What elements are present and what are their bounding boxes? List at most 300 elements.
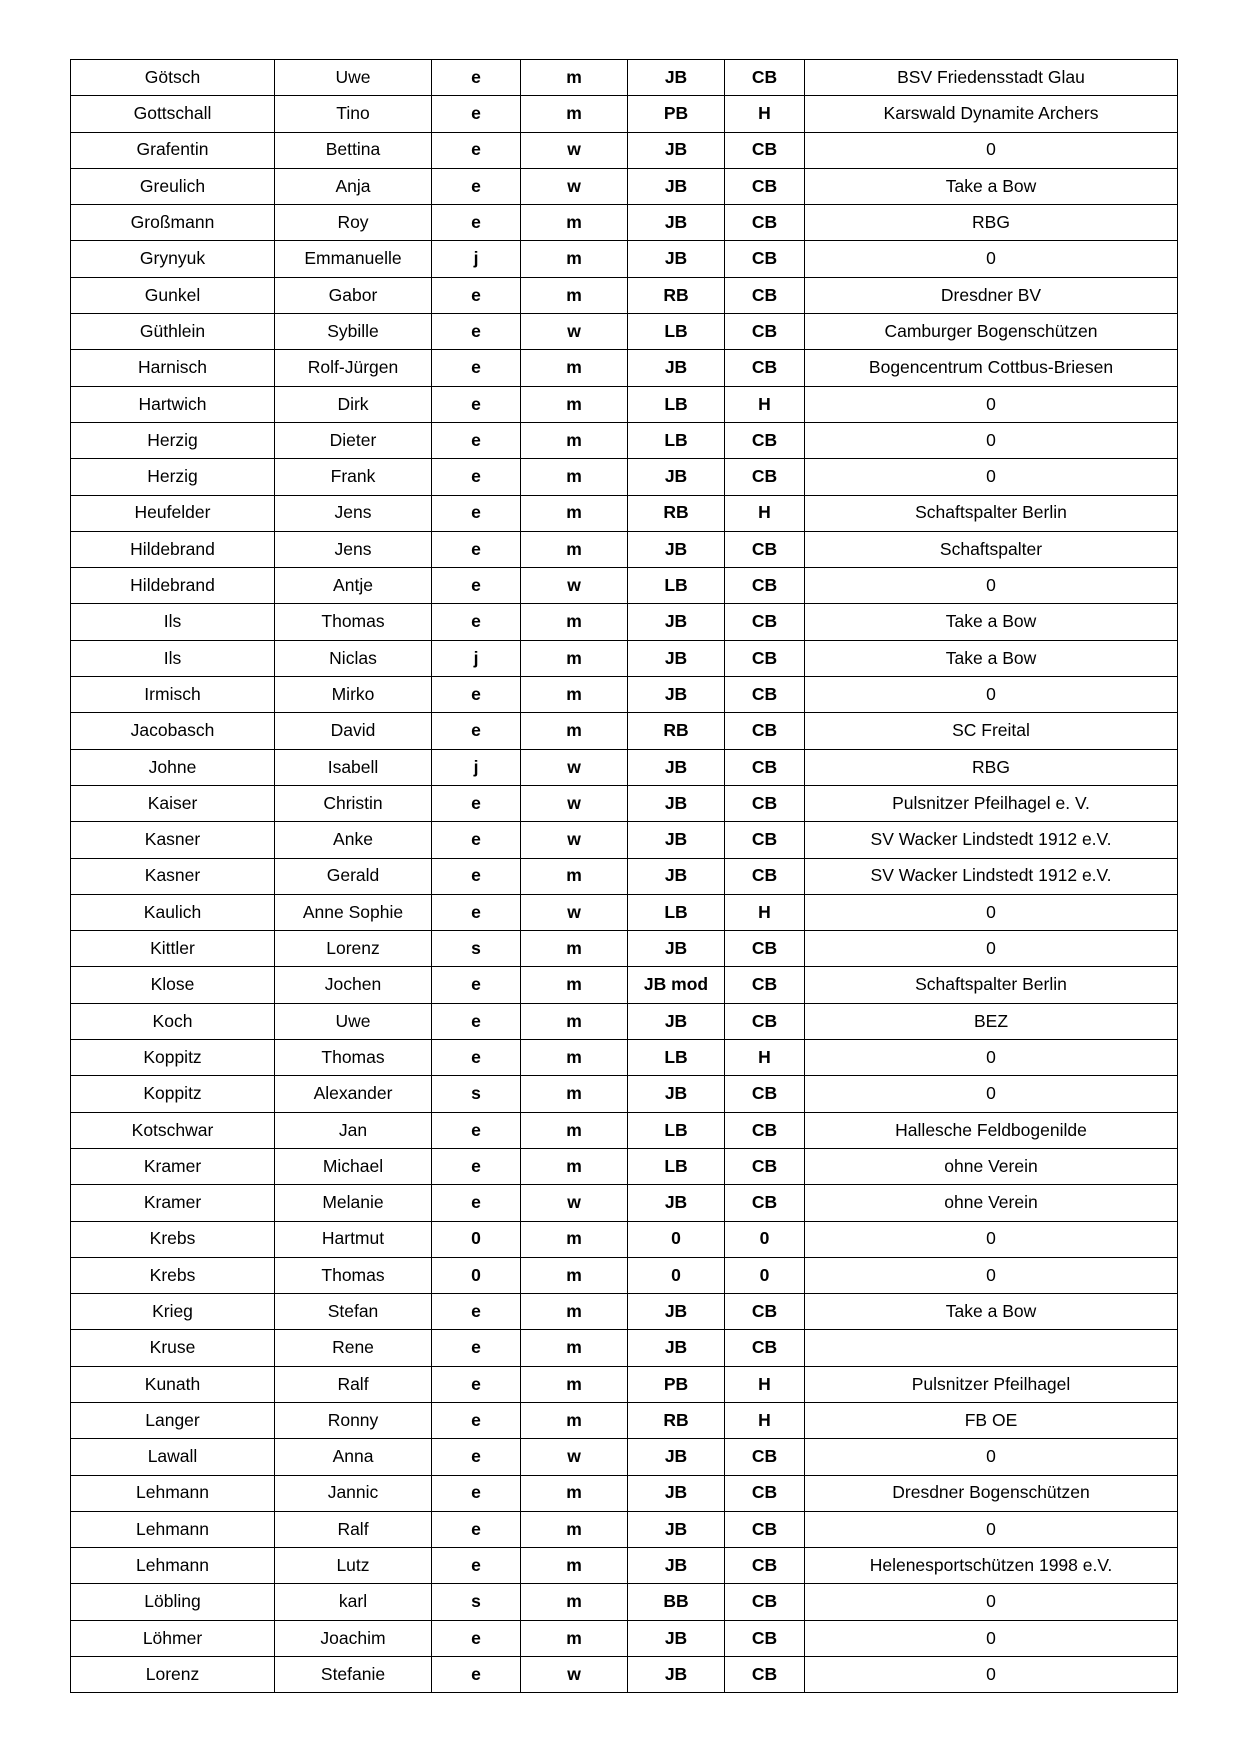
age-class-cell: s xyxy=(432,931,521,967)
bow-class-cell: LB xyxy=(628,894,725,930)
first-name-cell: Niclas xyxy=(275,640,432,676)
club-cell: Pulsnitzer Pfeilhagel e. V. xyxy=(805,785,1178,821)
last-name-cell: Ils xyxy=(71,640,275,676)
age-class-cell: e xyxy=(432,350,521,386)
first-name-cell: Jens xyxy=(275,531,432,567)
first-name-cell: Sybille xyxy=(275,314,432,350)
gender-cell: m xyxy=(521,531,628,567)
age-class-cell: e xyxy=(432,1475,521,1511)
bow-class-cell: PB xyxy=(628,1366,725,1402)
bow-class-cell: JB xyxy=(628,1439,725,1475)
last-name-cell: Kasner xyxy=(71,822,275,858)
bow-class-cell: LB xyxy=(628,1112,725,1148)
gender-cell: m xyxy=(521,1040,628,1076)
first-name-cell: David xyxy=(275,713,432,749)
age-class-cell: e xyxy=(432,96,521,132)
first-name-cell: Isabell xyxy=(275,749,432,785)
age-class-cell: 0 xyxy=(432,1257,521,1293)
bow-class-cell: JB xyxy=(628,749,725,785)
gender-cell: m xyxy=(521,1148,628,1184)
bow-class-cell: JB xyxy=(628,1003,725,1039)
last-name-cell: Heufelder xyxy=(71,495,275,531)
last-name-cell: Krieg xyxy=(71,1294,275,1330)
table-row xyxy=(71,1003,1178,1039)
category-cell: CB xyxy=(725,1076,805,1112)
gender-cell: m xyxy=(521,350,628,386)
first-name-cell: Stefanie xyxy=(275,1657,432,1693)
last-name-cell: Löbling xyxy=(71,1584,275,1620)
first-name-cell: Uwe xyxy=(275,1003,432,1039)
first-name-cell: Thomas xyxy=(275,604,432,640)
category-cell: CB xyxy=(725,205,805,241)
table-row xyxy=(71,640,1178,676)
club-cell: Bogencentrum Cottbus-Briesen xyxy=(805,350,1178,386)
category-cell: H xyxy=(725,1040,805,1076)
club-cell: SC Freital xyxy=(805,713,1178,749)
last-name-cell: Klose xyxy=(71,967,275,1003)
category-cell: CB xyxy=(725,1584,805,1620)
category-cell: CB xyxy=(725,459,805,495)
gender-cell: m xyxy=(521,1402,628,1438)
club-cell: 0 xyxy=(805,422,1178,458)
category-cell: 0 xyxy=(725,1257,805,1293)
category-cell: CB xyxy=(725,1330,805,1366)
bow-class-cell: JB xyxy=(628,60,725,96)
category-cell: CB xyxy=(725,1548,805,1584)
last-name-cell: Großmann xyxy=(71,205,275,241)
first-name-cell: Anke xyxy=(275,822,432,858)
age-class-cell: e xyxy=(432,1330,521,1366)
table-row xyxy=(71,785,1178,821)
bow-class-cell: JB xyxy=(628,1076,725,1112)
age-class-cell: e xyxy=(432,314,521,350)
bow-class-cell: JB xyxy=(628,1294,725,1330)
participant-table xyxy=(70,59,1178,1693)
age-class-cell: e xyxy=(432,785,521,821)
table-row xyxy=(71,168,1178,204)
first-name-cell: Christin xyxy=(275,785,432,821)
first-name-cell: Uwe xyxy=(275,60,432,96)
last-name-cell: Koppitz xyxy=(71,1076,275,1112)
first-name-cell: Roy xyxy=(275,205,432,241)
category-cell: H xyxy=(725,96,805,132)
age-class-cell: e xyxy=(432,822,521,858)
age-class-cell: e xyxy=(432,1185,521,1221)
last-name-cell: Lehmann xyxy=(71,1511,275,1547)
bow-class-cell: LB xyxy=(628,422,725,458)
first-name-cell: Tino xyxy=(275,96,432,132)
age-class-cell: e xyxy=(432,1040,521,1076)
age-class-cell: e xyxy=(432,1402,521,1438)
bow-class-cell: JB xyxy=(628,168,725,204)
category-cell: CB xyxy=(725,749,805,785)
table-row xyxy=(71,568,1178,604)
first-name-cell: Rolf-Jürgen xyxy=(275,350,432,386)
last-name-cell: Kasner xyxy=(71,858,275,894)
category-cell: CB xyxy=(725,822,805,858)
age-class-cell: e xyxy=(432,495,521,531)
age-class-cell: e xyxy=(432,1294,521,1330)
club-cell: 0 xyxy=(805,1657,1178,1693)
club-cell: 0 xyxy=(805,459,1178,495)
bow-class-cell: JB xyxy=(628,1185,725,1221)
club-cell: Schaftspalter Berlin xyxy=(805,495,1178,531)
age-class-cell: e xyxy=(432,459,521,495)
bow-class-cell: JB xyxy=(628,604,725,640)
last-name-cell: Kaulich xyxy=(71,894,275,930)
last-name-cell: Grynyuk xyxy=(71,241,275,277)
club-cell: Take a Bow xyxy=(805,168,1178,204)
category-cell: H xyxy=(725,1366,805,1402)
gender-cell: m xyxy=(521,1330,628,1366)
last-name-cell: Hartwich xyxy=(71,386,275,422)
last-name-cell: Kittler xyxy=(71,931,275,967)
bow-class-cell: LB xyxy=(628,568,725,604)
table-row xyxy=(71,1112,1178,1148)
table-row xyxy=(71,1076,1178,1112)
first-name-cell: Gerald xyxy=(275,858,432,894)
table-row xyxy=(71,1366,1178,1402)
bow-class-cell: JB xyxy=(628,1475,725,1511)
gender-cell: w xyxy=(521,749,628,785)
last-name-cell: Jacobasch xyxy=(71,713,275,749)
gender-cell: m xyxy=(521,967,628,1003)
club-cell: FB OE xyxy=(805,1402,1178,1438)
last-name-cell: Krebs xyxy=(71,1221,275,1257)
club-cell: RBG xyxy=(805,749,1178,785)
bow-class-cell: 0 xyxy=(628,1221,725,1257)
club-cell: BEZ xyxy=(805,1003,1178,1039)
age-class-cell: j xyxy=(432,241,521,277)
bow-class-cell: RB xyxy=(628,495,725,531)
last-name-cell: Lehmann xyxy=(71,1548,275,1584)
club-cell: Schaftspalter Berlin xyxy=(805,967,1178,1003)
table-row xyxy=(71,495,1178,531)
club-cell: Hallesche Feldbogenilde xyxy=(805,1112,1178,1148)
age-class-cell: e xyxy=(432,1620,521,1656)
first-name-cell: Ralf xyxy=(275,1511,432,1547)
category-cell: CB xyxy=(725,350,805,386)
bow-class-cell: PB xyxy=(628,96,725,132)
club-cell: 0 xyxy=(805,931,1178,967)
first-name-cell: Lutz xyxy=(275,1548,432,1584)
age-class-cell: e xyxy=(432,60,521,96)
table-row xyxy=(71,1185,1178,1221)
age-class-cell: e xyxy=(432,1366,521,1402)
bow-class-cell: RB xyxy=(628,277,725,313)
last-name-cell: Gunkel xyxy=(71,277,275,313)
bow-class-cell: JB xyxy=(628,1548,725,1584)
age-class-cell: e xyxy=(432,1112,521,1148)
age-class-cell: s xyxy=(432,1584,521,1620)
first-name-cell: Jannic xyxy=(275,1475,432,1511)
club-cell: ohne Verein xyxy=(805,1148,1178,1184)
bow-class-cell: JB xyxy=(628,677,725,713)
gender-cell: w xyxy=(521,1185,628,1221)
category-cell: H xyxy=(725,495,805,531)
last-name-cell: Kaiser xyxy=(71,785,275,821)
first-name-cell: Frank xyxy=(275,459,432,495)
age-class-cell: e xyxy=(432,1003,521,1039)
first-name-cell: Alexander xyxy=(275,1076,432,1112)
category-cell: CB xyxy=(725,1185,805,1221)
club-cell: Take a Bow xyxy=(805,604,1178,640)
participant-table-body xyxy=(71,60,1178,1693)
gender-cell: m xyxy=(521,1475,628,1511)
table-row xyxy=(71,60,1178,96)
gender-cell: m xyxy=(521,1366,628,1402)
category-cell: CB xyxy=(725,604,805,640)
last-name-cell: Güthlein xyxy=(71,314,275,350)
gender-cell: m xyxy=(521,1112,628,1148)
bow-class-cell: JB xyxy=(628,1657,725,1693)
first-name-cell: Bettina xyxy=(275,132,432,168)
last-name-cell: Lehmann xyxy=(71,1475,275,1511)
category-cell: CB xyxy=(725,1148,805,1184)
category-cell: CB xyxy=(725,967,805,1003)
club-cell: 0 xyxy=(805,1257,1178,1293)
last-name-cell: Hildebrand xyxy=(71,531,275,567)
category-cell: CB xyxy=(725,60,805,96)
table-row xyxy=(71,604,1178,640)
table-row xyxy=(71,1221,1178,1257)
first-name-cell: Hartmut xyxy=(275,1221,432,1257)
club-cell: 0 xyxy=(805,1076,1178,1112)
bow-class-cell: LB xyxy=(628,386,725,422)
table-row xyxy=(71,931,1178,967)
category-cell: 0 xyxy=(725,1221,805,1257)
club-cell: ohne Verein xyxy=(805,1185,1178,1221)
last-name-cell: Kramer xyxy=(71,1148,275,1184)
club-cell: Take a Bow xyxy=(805,640,1178,676)
age-class-cell: s xyxy=(432,1076,521,1112)
first-name-cell: Jan xyxy=(275,1112,432,1148)
bow-class-cell: RB xyxy=(628,713,725,749)
last-name-cell: Lorenz xyxy=(71,1657,275,1693)
club-cell: SV Wacker Lindstedt 1912 e.V. xyxy=(805,858,1178,894)
gender-cell: m xyxy=(521,459,628,495)
category-cell: CB xyxy=(725,168,805,204)
category-cell: CB xyxy=(725,314,805,350)
gender-cell: w xyxy=(521,314,628,350)
club-cell: 0 xyxy=(805,241,1178,277)
table-row xyxy=(71,1294,1178,1330)
table-row xyxy=(71,459,1178,495)
gender-cell: m xyxy=(521,640,628,676)
table-row xyxy=(71,1511,1178,1547)
gender-cell: m xyxy=(521,1257,628,1293)
gender-cell: m xyxy=(521,858,628,894)
table-row xyxy=(71,350,1178,386)
age-class-cell: e xyxy=(432,858,521,894)
last-name-cell: Gottschall xyxy=(71,96,275,132)
gender-cell: m xyxy=(521,1221,628,1257)
gender-cell: w xyxy=(521,168,628,204)
category-cell: CB xyxy=(725,931,805,967)
gender-cell: m xyxy=(521,1511,628,1547)
bow-class-cell: JB xyxy=(628,931,725,967)
category-cell: CB xyxy=(725,785,805,821)
bow-class-cell: JB xyxy=(628,205,725,241)
club-cell: 0 xyxy=(805,1584,1178,1620)
gender-cell: m xyxy=(521,241,628,277)
table-row xyxy=(71,967,1178,1003)
table-row xyxy=(71,677,1178,713)
bow-class-cell: JB xyxy=(628,531,725,567)
age-class-cell: j xyxy=(432,640,521,676)
category-cell: CB xyxy=(725,1511,805,1547)
first-name-cell: Antje xyxy=(275,568,432,604)
club-cell: Dresdner BV xyxy=(805,277,1178,313)
last-name-cell: Götsch xyxy=(71,60,275,96)
table-row xyxy=(71,1439,1178,1475)
category-cell: CB xyxy=(725,677,805,713)
gender-cell: m xyxy=(521,386,628,422)
category-cell: CB xyxy=(725,1294,805,1330)
category-cell: CB xyxy=(725,531,805,567)
last-name-cell: Langer xyxy=(71,1402,275,1438)
bow-class-cell: JB xyxy=(628,785,725,821)
last-name-cell: Herzig xyxy=(71,459,275,495)
gender-cell: w xyxy=(521,1439,628,1475)
age-class-cell: e xyxy=(432,531,521,567)
gender-cell: m xyxy=(521,1620,628,1656)
last-name-cell: Koch xyxy=(71,1003,275,1039)
bow-class-cell: BB xyxy=(628,1584,725,1620)
club-cell: Take a Bow xyxy=(805,1294,1178,1330)
category-cell: CB xyxy=(725,1112,805,1148)
category-cell: CB xyxy=(725,277,805,313)
first-name-cell: Stefan xyxy=(275,1294,432,1330)
gender-cell: m xyxy=(521,1548,628,1584)
bow-class-cell: JB xyxy=(628,1620,725,1656)
gender-cell: m xyxy=(521,713,628,749)
first-name-cell: Rene xyxy=(275,1330,432,1366)
age-class-cell: e xyxy=(432,967,521,1003)
first-name-cell: Thomas xyxy=(275,1257,432,1293)
first-name-cell: Dirk xyxy=(275,386,432,422)
age-class-cell: e xyxy=(432,1148,521,1184)
last-name-cell: Harnisch xyxy=(71,350,275,386)
gender-cell: m xyxy=(521,205,628,241)
category-cell: CB xyxy=(725,1439,805,1475)
table-row xyxy=(71,822,1178,858)
gender-cell: w xyxy=(521,1657,628,1693)
age-class-cell: 0 xyxy=(432,1221,521,1257)
table-row xyxy=(71,894,1178,930)
club-cell: Karswald Dynamite Archers xyxy=(805,96,1178,132)
first-name-cell: Ralf xyxy=(275,1366,432,1402)
first-name-cell: Melanie xyxy=(275,1185,432,1221)
first-name-cell: Mirko xyxy=(275,677,432,713)
club-cell: 0 xyxy=(805,1040,1178,1076)
last-name-cell: Kotschwar xyxy=(71,1112,275,1148)
table-row xyxy=(71,314,1178,350)
club-cell: 0 xyxy=(805,132,1178,168)
first-name-cell: karl xyxy=(275,1584,432,1620)
bow-class-cell: LB xyxy=(628,1148,725,1184)
gender-cell: m xyxy=(521,60,628,96)
table-row xyxy=(71,241,1178,277)
last-name-cell: Koppitz xyxy=(71,1040,275,1076)
table-row xyxy=(71,749,1178,785)
category-cell: CB xyxy=(725,713,805,749)
gender-cell: m xyxy=(521,677,628,713)
last-name-cell: Kruse xyxy=(71,1330,275,1366)
category-cell: CB xyxy=(725,858,805,894)
table-row xyxy=(71,422,1178,458)
club-cell: 0 xyxy=(805,568,1178,604)
table-row xyxy=(71,1584,1178,1620)
first-name-cell: Anja xyxy=(275,168,432,204)
category-cell: CB xyxy=(725,132,805,168)
age-class-cell: e xyxy=(432,132,521,168)
first-name-cell: Anne Sophie xyxy=(275,894,432,930)
gender-cell: m xyxy=(521,1076,628,1112)
table-row xyxy=(71,1330,1178,1366)
last-name-cell: Irmisch xyxy=(71,677,275,713)
category-cell: CB xyxy=(725,1003,805,1039)
age-class-cell: j xyxy=(432,749,521,785)
table-row xyxy=(71,1148,1178,1184)
gender-cell: m xyxy=(521,931,628,967)
last-name-cell: Lawall xyxy=(71,1439,275,1475)
bow-class-cell: JB xyxy=(628,350,725,386)
club-cell: 0 xyxy=(805,1620,1178,1656)
table-row xyxy=(71,205,1178,241)
age-class-cell: e xyxy=(432,568,521,604)
age-class-cell: e xyxy=(432,604,521,640)
table-row xyxy=(71,1402,1178,1438)
gender-cell: w xyxy=(521,785,628,821)
gender-cell: m xyxy=(521,604,628,640)
last-name-cell: Kunath xyxy=(71,1366,275,1402)
age-class-cell: e xyxy=(432,894,521,930)
table-row xyxy=(71,132,1178,168)
first-name-cell: Michael xyxy=(275,1148,432,1184)
table-row xyxy=(71,1548,1178,1584)
bow-class-cell: LB xyxy=(628,314,725,350)
table-row xyxy=(71,858,1178,894)
last-name-cell: Krebs xyxy=(71,1257,275,1293)
gender-cell: w xyxy=(521,894,628,930)
gender-cell: m xyxy=(521,277,628,313)
bow-class-cell: JB xyxy=(628,822,725,858)
bow-class-cell: JB xyxy=(628,132,725,168)
age-class-cell: e xyxy=(432,1439,521,1475)
last-name-cell: Herzig xyxy=(71,422,275,458)
age-class-cell: e xyxy=(432,168,521,204)
last-name-cell: Ils xyxy=(71,604,275,640)
first-name-cell: Jens xyxy=(275,495,432,531)
gender-cell: w xyxy=(521,568,628,604)
table-row xyxy=(71,1657,1178,1693)
bow-class-cell: JB xyxy=(628,858,725,894)
bow-class-cell: LB xyxy=(628,1040,725,1076)
last-name-cell: Grafentin xyxy=(71,132,275,168)
club-cell: 0 xyxy=(805,894,1178,930)
age-class-cell: e xyxy=(432,1657,521,1693)
club-cell: 0 xyxy=(805,386,1178,422)
first-name-cell: Gabor xyxy=(275,277,432,313)
age-class-cell: e xyxy=(432,677,521,713)
age-class-cell: e xyxy=(432,422,521,458)
age-class-cell: e xyxy=(432,277,521,313)
category-cell: CB xyxy=(725,1657,805,1693)
bow-class-cell: 0 xyxy=(628,1257,725,1293)
bow-class-cell: JB xyxy=(628,1511,725,1547)
first-name-cell: Dieter xyxy=(275,422,432,458)
